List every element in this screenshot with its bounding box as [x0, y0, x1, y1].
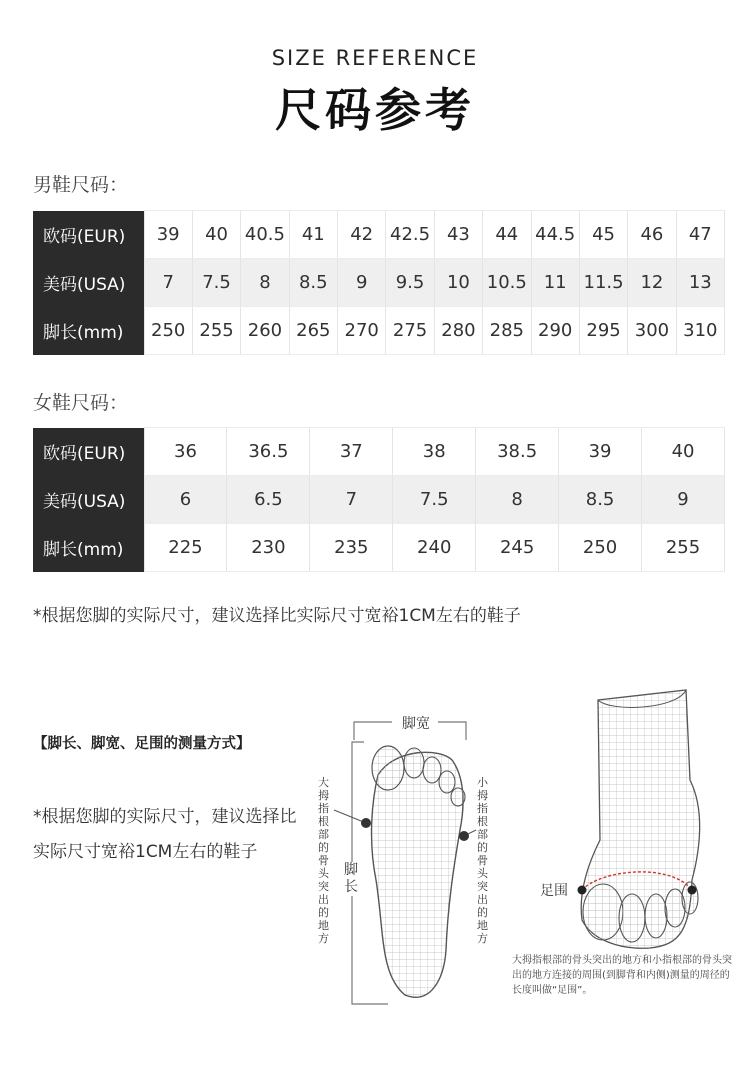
length-label: 脚长: [344, 862, 358, 895]
table-cell: 40: [192, 211, 240, 259]
table-cell: 9: [338, 259, 386, 307]
women-size-table: [33, 427, 725, 572]
table-cell: 40.5: [241, 211, 289, 259]
girth-right-point: [688, 886, 697, 895]
measure-note: *根据您脚的实际尺寸，建议选择比实际尺寸宽裕1CM左右的鞋子: [33, 807, 297, 862]
table-cell: 47: [676, 211, 724, 259]
size-note: *根据您脚的实际尺寸，建议选择比实际尺寸宽裕1CM左右的鞋子: [33, 606, 521, 626]
small-toe-point: [459, 831, 469, 841]
table-cell: 38: [393, 428, 476, 476]
table-cell: 38.5: [476, 428, 559, 476]
row-header: 欧码(EUR): [33, 211, 144, 259]
table-cell: 41: [289, 211, 337, 259]
table-cell: 300: [628, 307, 676, 355]
table-row: [33, 307, 725, 355]
table-row: [33, 211, 725, 259]
table-cell: 45: [579, 211, 627, 259]
table-cell: 8: [476, 476, 559, 524]
big-toe-label: 大拇指根部的骨头突出的地方: [318, 776, 329, 945]
table-cell: 39: [144, 211, 192, 259]
women-size-label: 女鞋尺码：: [33, 392, 129, 414]
table-row: [33, 476, 725, 524]
table-cell: 43: [434, 211, 482, 259]
table-cell: 36.5: [227, 428, 310, 476]
table-cell: 6: [144, 476, 227, 524]
table-cell: 42.5: [386, 211, 434, 259]
table-cell: 8.5: [289, 259, 337, 307]
table-cell: 40: [642, 428, 725, 476]
table-cell: 11.5: [579, 259, 627, 307]
row-header: 脚长(mm): [33, 524, 144, 572]
row-header: 欧码(EUR): [33, 428, 144, 476]
table-cell: 7: [310, 476, 393, 524]
table-cell: 13: [676, 259, 724, 307]
table-cell: 44: [483, 211, 531, 259]
table-cell: 8.5: [559, 476, 642, 524]
title-cn: 尺码参考: [275, 83, 475, 137]
table-cell: 250: [144, 307, 192, 355]
table-cell: 39: [559, 428, 642, 476]
table-cell: 9.5: [386, 259, 434, 307]
table-cell: 36: [144, 428, 227, 476]
table-cell: 285: [483, 307, 531, 355]
girth-label: 足围: [540, 883, 568, 899]
width-label: 脚宽: [399, 713, 433, 733]
table-cell: 42: [338, 211, 386, 259]
table-cell: 37: [310, 428, 393, 476]
sole-shape: [372, 746, 465, 997]
table-cell: 265: [289, 307, 337, 355]
row-header: 美码(USA): [33, 476, 144, 524]
table-cell: 240: [393, 524, 476, 572]
small-toe-label: 小拇指根部的骨头突出的地方: [477, 776, 488, 945]
girth-line: [582, 872, 692, 890]
table-cell: 255: [642, 524, 725, 572]
table-cell: 7: [144, 259, 192, 307]
table-cell: 295: [579, 307, 627, 355]
table-cell: 7.5: [393, 476, 476, 524]
table-cell: 250: [559, 524, 642, 572]
table-cell: 12: [628, 259, 676, 307]
table-cell: 280: [434, 307, 482, 355]
measure-title: 【脚长、脚宽、足围的测量方式】: [33, 736, 251, 752]
table-cell: 310: [676, 307, 724, 355]
table-cell: 260: [241, 307, 289, 355]
row-header: 脚长(mm): [33, 307, 144, 355]
table-cell: 230: [227, 524, 310, 572]
girth-caption: 大拇指根部的骨头突出的地方和小指根部的骨头突出的地方连接的周围(到脚背和内侧)测量的周径的长度叫做“足围”。: [512, 955, 732, 996]
girth-left-point: [578, 886, 587, 895]
table-cell: 245: [476, 524, 559, 572]
table-cell: 9: [642, 476, 725, 524]
table-cell: 46: [628, 211, 676, 259]
table-cell: 235: [310, 524, 393, 572]
table-row: [33, 524, 725, 572]
table-cell: 11: [531, 259, 579, 307]
title-en: SIZE REFERENCE: [271, 46, 479, 70]
table-cell: 225: [144, 524, 227, 572]
table-cell: 290: [531, 307, 579, 355]
table-cell: 8: [241, 259, 289, 307]
table-cell: 255: [192, 307, 240, 355]
table-cell: 7.5: [192, 259, 240, 307]
table-cell: 10: [434, 259, 482, 307]
table-cell: 44.5: [531, 211, 579, 259]
table-row: [33, 428, 725, 476]
table-cell: 6.5: [227, 476, 310, 524]
big-toe-point: [361, 818, 371, 828]
table-cell: 275: [386, 307, 434, 355]
table-cell: 270: [338, 307, 386, 355]
row-header: 美码(USA): [33, 259, 144, 307]
men-size-label: 男鞋尺码：: [33, 174, 129, 196]
men-size-table: [33, 210, 725, 355]
foot-3d-shape: [581, 690, 699, 948]
table-row: [33, 259, 725, 307]
table-cell: 10.5: [483, 259, 531, 307]
